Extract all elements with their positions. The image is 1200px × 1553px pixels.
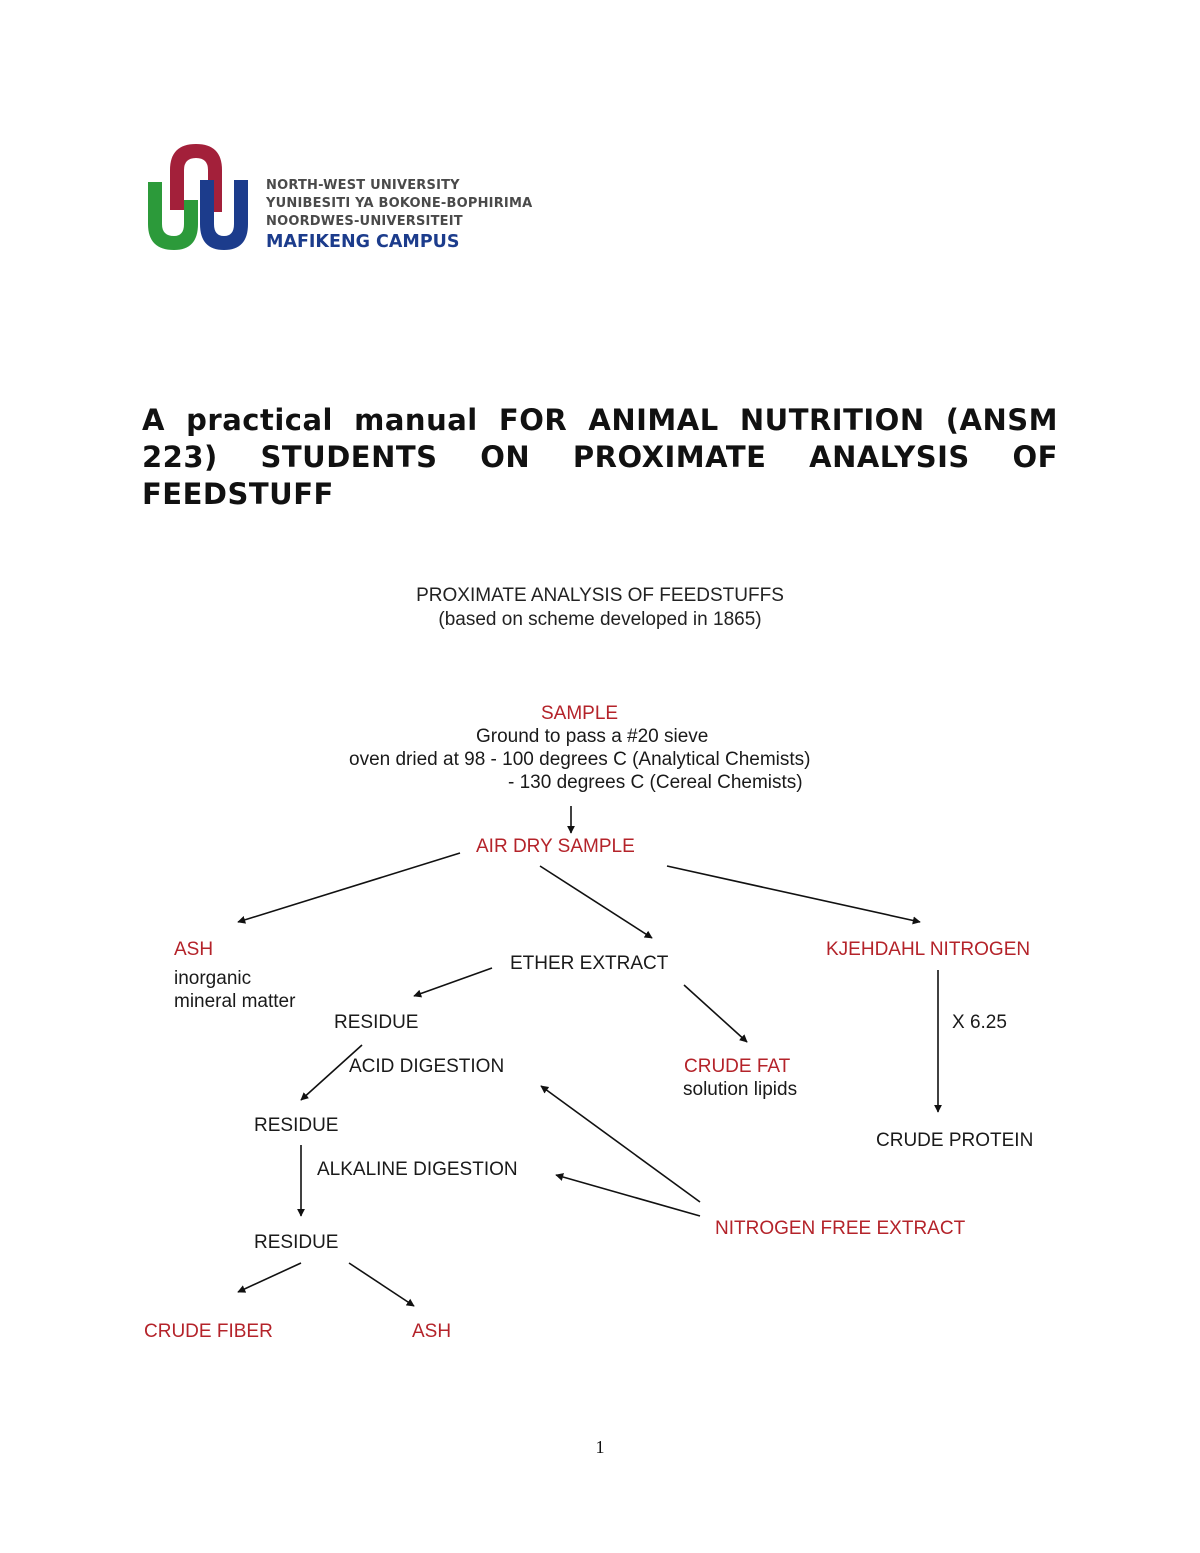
label-acid-digestion: ACID DIGESTION bbox=[349, 1056, 505, 1077]
arrow-nfe-to-alkaline bbox=[556, 1175, 700, 1216]
document-title: A practical manual FOR ANIMAL NUTRITION (ANSM 223) STUDENTS ON PROXIMATE ANALYSIS OF FEEDSTUFF bbox=[142, 403, 1058, 511]
node-kjehdahl-nitrogen: KJEHDAHL NITROGEN bbox=[826, 939, 1031, 960]
arrow-airdry-to-ether bbox=[540, 866, 652, 938]
node-ash: ASH bbox=[174, 939, 214, 960]
university-name-setswana: YUNIBESITI YA BOKONE-BOPHIRIMA bbox=[266, 196, 533, 211]
arrow-airdry-to-ash bbox=[238, 853, 460, 922]
diagram-subheading: (based on scheme developed in 1865) bbox=[438, 609, 762, 630]
crude-fat-note: solution lipids bbox=[683, 1079, 798, 1100]
node-crude-fiber: CRUDE FIBER bbox=[144, 1321, 273, 1342]
sample-note-oven: oven dried at 98 - 100 degrees C (Analytical Chemists) bbox=[349, 749, 811, 770]
diagram-heading: PROXIMATE ANALYSIS OF FEEDSTUFFS bbox=[416, 585, 784, 606]
university-name-afrikaans: NOORDWES-UNIVERSITEIT bbox=[266, 214, 463, 229]
node-air-dry-sample: AIR DRY SAMPLE bbox=[476, 836, 635, 857]
university-name-english: NORTH-WEST UNIVERSITY bbox=[266, 178, 460, 193]
arrow-ether-to-crudefat bbox=[684, 985, 747, 1042]
arrow-ether-to-residue bbox=[414, 968, 492, 996]
arrow-residue3-to-fiber bbox=[238, 1263, 301, 1292]
node-residue-1: RESIDUE bbox=[334, 1012, 419, 1033]
arrow-residue3-to-ash bbox=[349, 1263, 414, 1306]
node-ether-extract: ETHER EXTRACT bbox=[510, 953, 669, 974]
node-nitrogen-free-extract: NITROGEN FREE EXTRACT bbox=[715, 1218, 966, 1239]
node-crude-protein: CRUDE PROTEIN bbox=[876, 1130, 1034, 1151]
ash-note-inorganic: inorganic bbox=[174, 968, 252, 989]
label-factor: X 6.25 bbox=[952, 1012, 1007, 1033]
node-residue-2: RESIDUE bbox=[254, 1115, 339, 1136]
sample-note-cereal: - 130 degrees C (Cereal Chemists) bbox=[508, 772, 803, 793]
node-crude-fat: CRUDE FAT bbox=[684, 1056, 791, 1077]
node-residue-3: RESIDUE bbox=[254, 1232, 339, 1253]
ash-note-mineral: mineral matter bbox=[174, 991, 296, 1012]
page-number: 1 bbox=[595, 1437, 605, 1457]
node-sample: SAMPLE bbox=[541, 703, 619, 724]
node-ash-2: ASH bbox=[412, 1321, 452, 1342]
label-alkaline-digestion: ALKALINE DIGESTION bbox=[317, 1159, 518, 1180]
sample-note-sieve: Ground to pass a #20 sieve bbox=[476, 726, 709, 747]
arrow-airdry-to-kjehdahl bbox=[667, 866, 920, 922]
arrow-nfe-to-acid bbox=[541, 1086, 700, 1202]
campus-name: MAFIKENG CAMPUS bbox=[266, 232, 460, 252]
